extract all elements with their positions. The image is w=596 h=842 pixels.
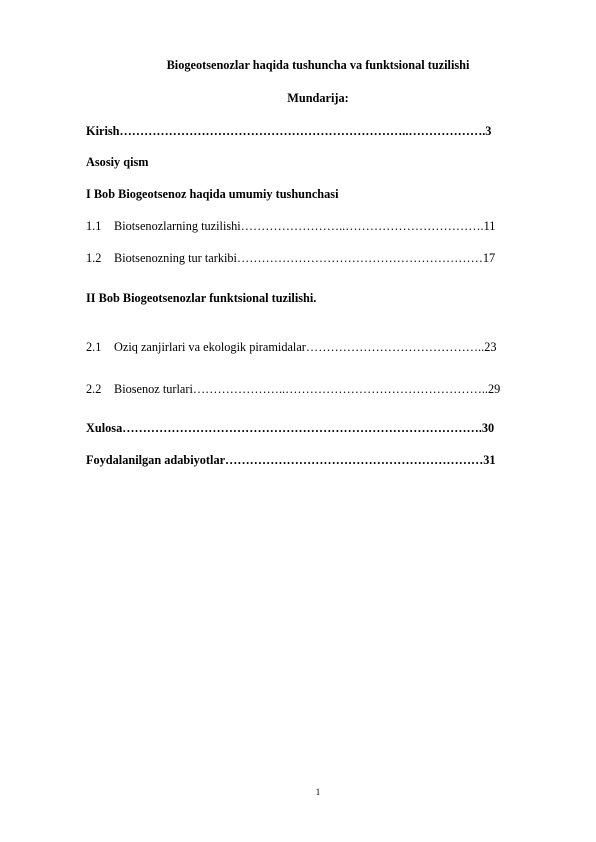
page-number: 1 — [315, 787, 321, 797]
toc-entry-references: Foydalanilgan adabiyotlar………………………………………………………31 — [86, 453, 496, 467]
toc-entry-intro: Kirish……………………………………………………………..……………….3 — [86, 124, 492, 138]
toc-entry-1-1 — [86, 219, 495, 234]
section-number: 2.2 — [86, 382, 102, 396]
document-title: Biogeotsenozlar haqida tushuncha va funktsional tuzilishi — [166, 58, 470, 72]
toc-main-part: Asosiy qism — [86, 155, 149, 169]
section-number: 1.1 — [86, 219, 102, 233]
section-number: 1.2 — [86, 251, 102, 265]
section-text: Biotsenozlarning tuzilishi……………………..…………………………….11 — [114, 219, 496, 233]
toc-chapter-1: I Bob Biogeotsenoz haqida umumiy tushunchasi — [86, 187, 339, 201]
section-text: Oziq zanjirlari va ekologik piramidalar……………………………………..23 — [114, 340, 497, 354]
toc-entry-conclusion: Xulosa…………………………………………………………………………….30 — [86, 421, 495, 435]
section-text: Biosenoz turlari…………………..…………………………………………..29 — [114, 382, 501, 396]
toc-entry-2-2 — [86, 382, 500, 397]
toc-chapter-2: II Bob Biogeotsenozlar funktsional tuzilishi. — [86, 291, 317, 305]
contents-heading: Mundarija: — [287, 91, 349, 105]
section-text: Biotsenozning tur tarkibi……………………………………………………17 — [114, 251, 496, 265]
toc-entry-2-1 — [86, 340, 497, 355]
section-number: 2.1 — [86, 340, 102, 354]
toc-entry-1-2 — [86, 251, 495, 266]
